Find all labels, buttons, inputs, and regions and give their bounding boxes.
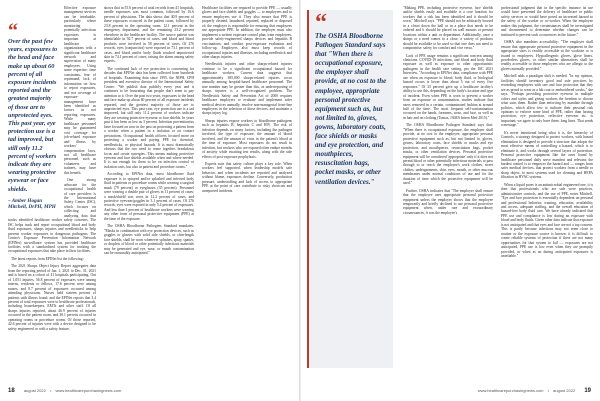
- paragraph: "Making PPE, including protective eyewear, face shields and/or shields easily and available is a core function for workers that a risk has been identified and it should be worn," Mitchell says. "PPE should not be arbitrarily housed in a closet down the hall or in a place that needs to be ordered and it should be placed on wall mounts or present locations within a unit or department. Additionally, once a sharps or a need comes to a close, a variety of products should be available to be used so that one does not need to compromise: safety for comfort and vice versa.": [403, 6, 493, 51]
- left-page: [0, 0, 299, 401]
- paragraph: OSHA also mandates accessibility: "The employer shall ensure that appropriate personal protective equipment in the appropriate sizes is readily accessible at the worksite or is issued to employees. Hypoallergenic gloves, glove liners, powderless gloves, or other similar alternatives shall be readily accessible to those employees who are allergic to the gloves normally provided.": [501, 40, 593, 71]
- footer-separator: •: [547, 388, 550, 393]
- footer-site-link[interactable]: www.healthcarepurchasingnews.com: [477, 388, 544, 393]
- paragraph: shows that in 55.6 percent of total records from 41 hospitals, needle exposures was most common, followed by 16.6 percent of physicians. The data shows that 40.9 percent of these exposures occurred in the patient room, followed by 23.8 percent in the operating room. 12.1 percent in the emergency department, and the remaining 23.2 percent elsewhere in the healthcare facility. The source patient was identifiable in 92.7 percent of cases, and blood and blood products were involved in 58 percent of cases. Of 276 records, eyes (conjunctiva) were exposed in 73.1 percent of cases, and blood and/or body fluids touched unprotected skin in 74.1 percent of cases, raising the alarm among safety experts.: [104, 6, 194, 64]
- pull-quote-attribution: – Amber Hogan Mitchell, DrPH, MPH: [8, 197, 56, 211]
- quote-mark-icon: “: [8, 20, 18, 42]
- paragraph: Sharps injuries expose workers to bloodborne pathogens such as hepatitis B, hepatitis C and HIV. The risk of infection depends on many factors, including the pathogen involved, the type of exposure, the amount of blood involved, and the amount of virus in the patient's blood at the time of exposure. Most exposures do not result in infection, but workers who are exposed often endure months of anxiety while awaiting test results, along with the side effects of post-exposure prophylaxis.: [202, 118, 292, 159]
- page-number: 19: [584, 388, 591, 394]
- paragraph: Effective exposure management services can be invaluable, particularly where monitoring potentially infectious exposures is important at healthcare organizations with a significant healthcare network and supervision of many employees. Using some expertise: time constraints, fear of reprimand, lack of information on how to report exposures, and not coverage of exposure-management have been identified as factors in not reporting exposures. While many healthcare personnel may be guaranteed cost coverage for job-related exposure and illness by workers' compensation laws, not all healthcare personnel, such as volunteers and trainees, may have this benefit.: [64, 6, 96, 175]
- right-page-footer: [311, 386, 591, 396]
- paragraph: When a liquid pores is an antimicrobial engineered one, it is then that professionals who are safe were practices, administrative controls, and the use of PPE, notes Mitchell. "Eye and face protection is essentially dependent on personal and professional behavior, training, education, availability and access, adequate staffing, and the overall education of hazard-free body fluid care. We have already indicated that PPE use and compliance is low during an exposure with blood and body fluids. Given other data indicate that exposure is not anticipated and that eyes and face are not a top concern. This is partly because infections may not seem close to routine or the exposure source is known; it is difficult to create reliable systems of protection if there are not many opportunities for that system to fail — exposures are not anticipated, PPE use is low even when they are promptly provided, or when as an during anticipated exposures is unreliable.": [501, 182, 593, 259]
- left-column-1: [8, 6, 96, 378]
- left-page-footer: [8, 386, 288, 396]
- paragraph: The continued lack of eye protection is concerning for decades that EPINet data has been collected from hundreds of hospitals. Examining data since 1995, the NIPH, CPH president and executive director of the International Safety Center: "We publish data publicly every year and it continues to be frustrating that people don't seem to pay attention to it. Over the past two years, exposures to the head and face make up about 60 percent of all exposure incidents reported, and the greatest majority of those are to unprotected eyes. This past year, eye protection use is a tad improved, but still only 11.2 percent of workers indicate they are wearing protective eyewear or face shields. In years past it has been as low as 3 percent. Infection preventionists have focused on now in the past on protecting a patient from a worker when a patient in a isolation or on contact precautions. Occupational health officers focused more on protecting a worker and paying PPE for chemical, needlesticks, or physical hazards. It is most dramatically obvious that the two need to come together, breakdown focus and create synergies. This means making protective eyewear and face shields available when and where needed. It is not enough for them to be on infection control or isolation carts, but also in patient and procedure rooms.": [104, 66, 194, 169]
- paragraph: It's never intentional being what it is, the hierarchy of Controls, a strategy designed to protect workers, with hazard elimination is designed to provide a structure that adopts the most effective means of controlling a hazard, which is to eliminate it, and works through several layers of protection. Personal protective equipment like the ones found by healthcare personnel daily serve manifest and relevant; the hardest control is to empower the hazard and — ranges from safer medical devices, that protect workers from a needle or sharp object, to most systems used for cleaning and HEPA filtration in HVAC systems.: [501, 130, 593, 180]
- paragraph: Needlestick injuries and other sharps-related injuries continue to be a significant occupational hazard for healthcare workers. Current data suggests that approximately 385,000 sharps-related injuries occur annually among hospital-based healthcare personnel. The true number may be greater than this, as underreporting of sharps injuries is a well-recognized problem. The Needlestick Safety and Prevention Act of 2000 requires healthcare employers to evaluate and implement safer medical devices annually, involve non-managerial front-line employees in the selection of those devices, and maintain a sharps injury log.: [202, 62, 292, 116]
- right-page: [301, 0, 600, 401]
- sidebar-quote-text: The OSHA Bloodborne Pathogen Standard says that "When there is occupational exposure, the employer shall provide, at no cost to the employee, appropriate personal protective equipment such as, but not limited to, gloves, gowns, laboratory coats, face shields or masks and eye protection, and mouthpieces, resuscitation bags, pocket masks, or other ventilation devices.": [315, 32, 387, 186]
- paragraph: Mitchell adds a paradigm shift is needed: "In my opinion, facilities should inventory good and safe practices by rewarding employees with one and face protection that they are as proud to wear as a lab coat or embroidered scrubs," she says. "Perhaps providing protective eyewear in multiple colors and styles and giving workers the freedom to choose what suits them. Rather than enforcing by mandate through policies, which allow few to indicate their personal risk opinions to enforce some kind of PPE, rather than having protection, eye protection, reflective eyewear etc. is important; we agree to only have them: long lines. That sends a message.": [501, 74, 593, 128]
- paragraph: One strong advocate for the occupational health of care providers is the International Safety Center (ISC), which focuses on collecting and analyzing data that tracks identified healthcare worker safety concerns. The ISC helps track and report occupational blood and body fluid exposures, sharps injuries and needlesticks to help prevent worker exposures to dangerous pathogens. The Center's Exposure Prevention Information Network (EPINet) surveillance system has provided healthcare facilities with a standardized system for tracking the occupational exposures that take place in their facilities.: [8, 178, 96, 254]
- paragraph: Further, OSHA indicates that "The employer shall ensure that the employee uses appropriate personal protective equipment unless the employer shows that the employee temporarily and briefly declined to use personal protective equipment when, under rare and extraordinary circumstances, it was the employee's: [403, 188, 493, 215]
- paragraph: The latest reports from EPINet list the following:: [11, 256, 84, 261]
- footer-date: august 2022: [23, 388, 46, 393]
- left-column-2: [104, 6, 194, 378]
- pull-quote: [8, 20, 58, 211]
- paragraph: Healthcare facilities are required to provide PPE — usually gloves and face shields and goggles — to employees and to ensure employees use it. They also ensure that PPE is properly cleaned, laundered, repaired, replaced or disposed of; the employer is responsible for ensuring that employees use appropriate PPE. In addition, the employer must also implement a written exposure control plan; train employees, provide safety-engineered sharps devices and hepatitis B vaccinations; and conduct post-exposure evaluation and follow-up. Employers also must keep records of occupational injuries and illnesses, including needlestick and other sharps injuries.: [202, 6, 292, 59]
- paragraph: According to EPINet data, most bloodborne fluid exposure is to sprayed and/or splashed and infected body fluid in patients or procedure rooms while wearing a surgical mask (79 percent) or eyeglasses (35 percent). Personnel were wearing a double pair of gloves in 11 percent of cases; a mask/shield was worn in 12.2 percent of cases, and protective eyewear/goggles in 3.1 percent of cases. Of 276 records, eyes were exposed in only 5.4 percent of exposures. And less than 1 percent of healthcare workers were wearing any other form of personal protective equipment (PPE) at the time of the exposure.: [104, 172, 194, 221]
- paragraph: The 2021 Sharps Object Injury Report aggregates data from the reporting period of Jan. 1, 2021 to Dec. 31, 2021 and is based on a cohort of 41 hospitals participating. Out of 1,051 injuries, 56.8 percent of exposures were among interns, residents or fellows, 17.6 percent were among nurses, and 8.7 percent of exposures occurred among attending physicians. Nurses held sixteen percent of patients with illness found, and the EPINet reports that 3.4 percent of total exposures were to healthcare professionals, including housekeepers, EMTs and other staff. Of all sharps injuries reported, about 46.9 percent of injuries occurred in the patient room, and 30.1 percent occurred in operating rooms or procedure rooms. Of those reported, 42.6 percent of injuries were with a device designed to be safety engineered or with a safety feature,: [8, 264, 96, 331]
- paragraph: Lack of PPE usage remains a significant concern among clinicians. COVID-19 infections, and blood and body fluid exposure as well as exposure to other opportunistic pathogens in the health care setting, per the ISC 2021 Interview, "According to EPINet data, compliance with PPE use when an exposure to blood, body fluid, or biological hazard occurs is lower than about 5 out of every five responses." Of 25 percent gave up a healthcare facility's ability to use this, depending on the body's location and type of incident. Even when PPE is worn to prevent a worker from an exposure or contamination, studies indicate that users removed in a certain, contaminated fashion at around half of the time. The most frequent self-contamination occurred on the hands, forearms, torso, and face, as well as in hair and on clothing (Tomas, JAMA Intern Med 2015).": [403, 53, 493, 120]
- page-number: 18: [8, 388, 15, 394]
- paragraph: professional judgment that in the specific instance its use would have prevented the delivery of healthcare or public safety services or would have posed an increased hazard to the safety of the worker or co-worker. When the employee makes this judgment, the circumstances shall be investigated and documented to determine whether changes can be instituted to prevent such occurrences in the future.": [501, 6, 593, 37]
- sidebar-quote: [307, 10, 393, 368]
- paragraph: Experts note that safety culture plays a key role. When workers feel supported, when leadership models safe behavior, and when incidents are reported and analyzed without blame, exposures decline. Conversely, production pressure, understaffing and lack of access to appropriate PPE at the point of care contribute to risky shortcuts and unreported incidents.: [202, 161, 292, 193]
- left-column-3: [202, 6, 292, 378]
- right-column-2: [403, 6, 493, 378]
- pull-quote-text: Over the past few years, exposures to the head and face make up about 60 percent of all exposure incidents reported and the greatest majority of those are to unprotected eyes. This past year, eye protection use is a tad improved, but still only 11.2 percent of workers indicate they are wearing protective eyewear or face shields.: [8, 38, 58, 193]
- right-column-3: [501, 6, 593, 378]
- paragraph: The OSHA Bloodborne Pathogen Standard says that: "When there is occupational exposure, the employer shall provide, at no cost to the employee, appropriate personal protective equipment such as, but not limited to, gloves, gowns, laboratory coats, face shields or masks and eye protection, and mouthpieces, resuscitation bags, pocket masks, or other ventilation devices. Personal protective equipment will be considered 'appropriate' only if it does not permit blood or other potentially infectious materials to pass through to or reach the employee's work clothes, street clothes, undergarments, skin, eyes, mouth, or other mucous membranes under normal conditions of use and for the duration of time which the protective equipment will be used.": [403, 123, 493, 186]
- footer-site-link[interactable]: www.healthcarepurchasingnews.com: [55, 388, 122, 393]
- footer-separator: •: [49, 388, 52, 393]
- paragraph: The OSHA Bloodborne Pathogens Standard mandates: "Masks in combination with eye protection devices, such as goggles or glasses with solid side shields, or chin-length face shields, shall be worn whenever splashes, spray, spatter, or droplets of blood or other potentially infectious materials may be generated and eye, nose, or mouth contamination can be reasonably anticipated.": [104, 224, 194, 256]
- footer-date: august 2022: [553, 388, 576, 393]
- quote-mark-icon: “: [315, 10, 327, 36]
